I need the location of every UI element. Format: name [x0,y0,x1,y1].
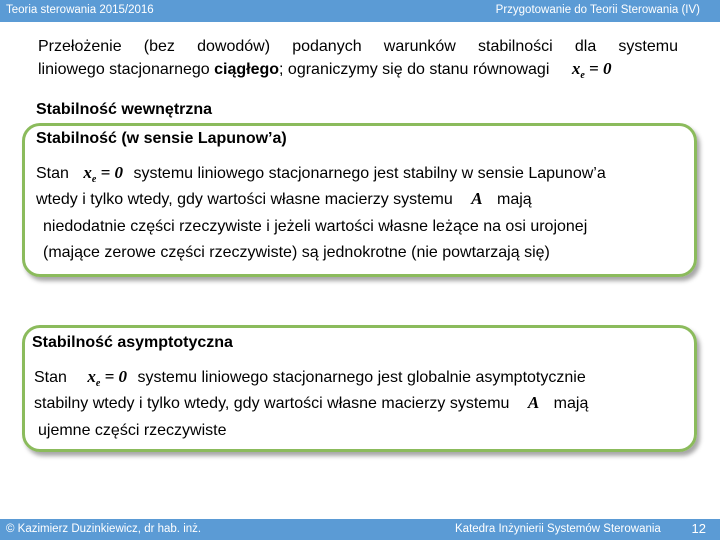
lyapunov-line-3: niedodatnie części rzeczywiste i jeżeli wartości własne leżące na osi urojonej [43,218,588,235]
section-heading-internal: Stabilność wewnętrzna [36,101,213,118]
equilibrium-formula: $x_e = 0$ [83,163,124,185]
author-credit: © Kazimierz Duzinkiewicz, dr hab. inż. [6,523,202,535]
course-title: Teoria sterowania 2015/2016 [6,4,154,16]
intro-line-2 [38,58,678,87]
intro-line-2-end: ; ograniczymy się do stanu równowagi [279,61,550,78]
intro-line-1: Przełożenie (bez dowodów) podanych warunków stabilności dla systemu [38,38,678,55]
intro-emphasis: ciągłego [214,61,280,78]
page-number: 12 [691,521,706,536]
section-heading-asymptotic: Stabilność asymptotyczna [32,334,233,351]
subheading-lyapunov: Stabilność (w sensie Lapunow’a) [36,130,287,147]
asymptotic-line-2: stabilny wtedy i tylko wtedy, gdy wartości własne macierzy systemu A mają [34,393,589,412]
asymptotic-line-1: Stan $x_e = 0$ systemu liniowego stacjonarnego jest globalnie asymptotycznie [34,367,586,389]
matrix-symbol: A [527,393,540,412]
asymptotic-line-3: ujemne części rzeczywiste [38,422,227,439]
intro-text [38,36,678,87]
lecture-title: Przygotowanie do Teorii Sterowania (IV) [495,4,700,16]
header-bar [0,0,720,22]
department-name: Katedra Inżynierii Systemów Sterowania [455,523,661,535]
equilibrium-formula: $x_e = 0$ [571,59,612,81]
equilibrium-formula: $x_e = 0$ [87,367,128,389]
lyapunov-line-2: wtedy i tylko wtedy, gdy wartości własne macierzy systemu A mają [36,189,532,208]
lyapunov-line-4: (mające zerowe części rzeczywiste) są jednokrotne (nie powtarzają się) [43,244,550,261]
intro-line-2-start: liniowego stacjonarnego [38,61,215,78]
footer-bar [0,519,720,540]
lyapunov-line-1: Stan $x_e = 0$ systemu liniowego stacjonarnego jest stabilny w sensie Lapunow’a [36,163,606,185]
matrix-symbol: A [471,189,483,208]
